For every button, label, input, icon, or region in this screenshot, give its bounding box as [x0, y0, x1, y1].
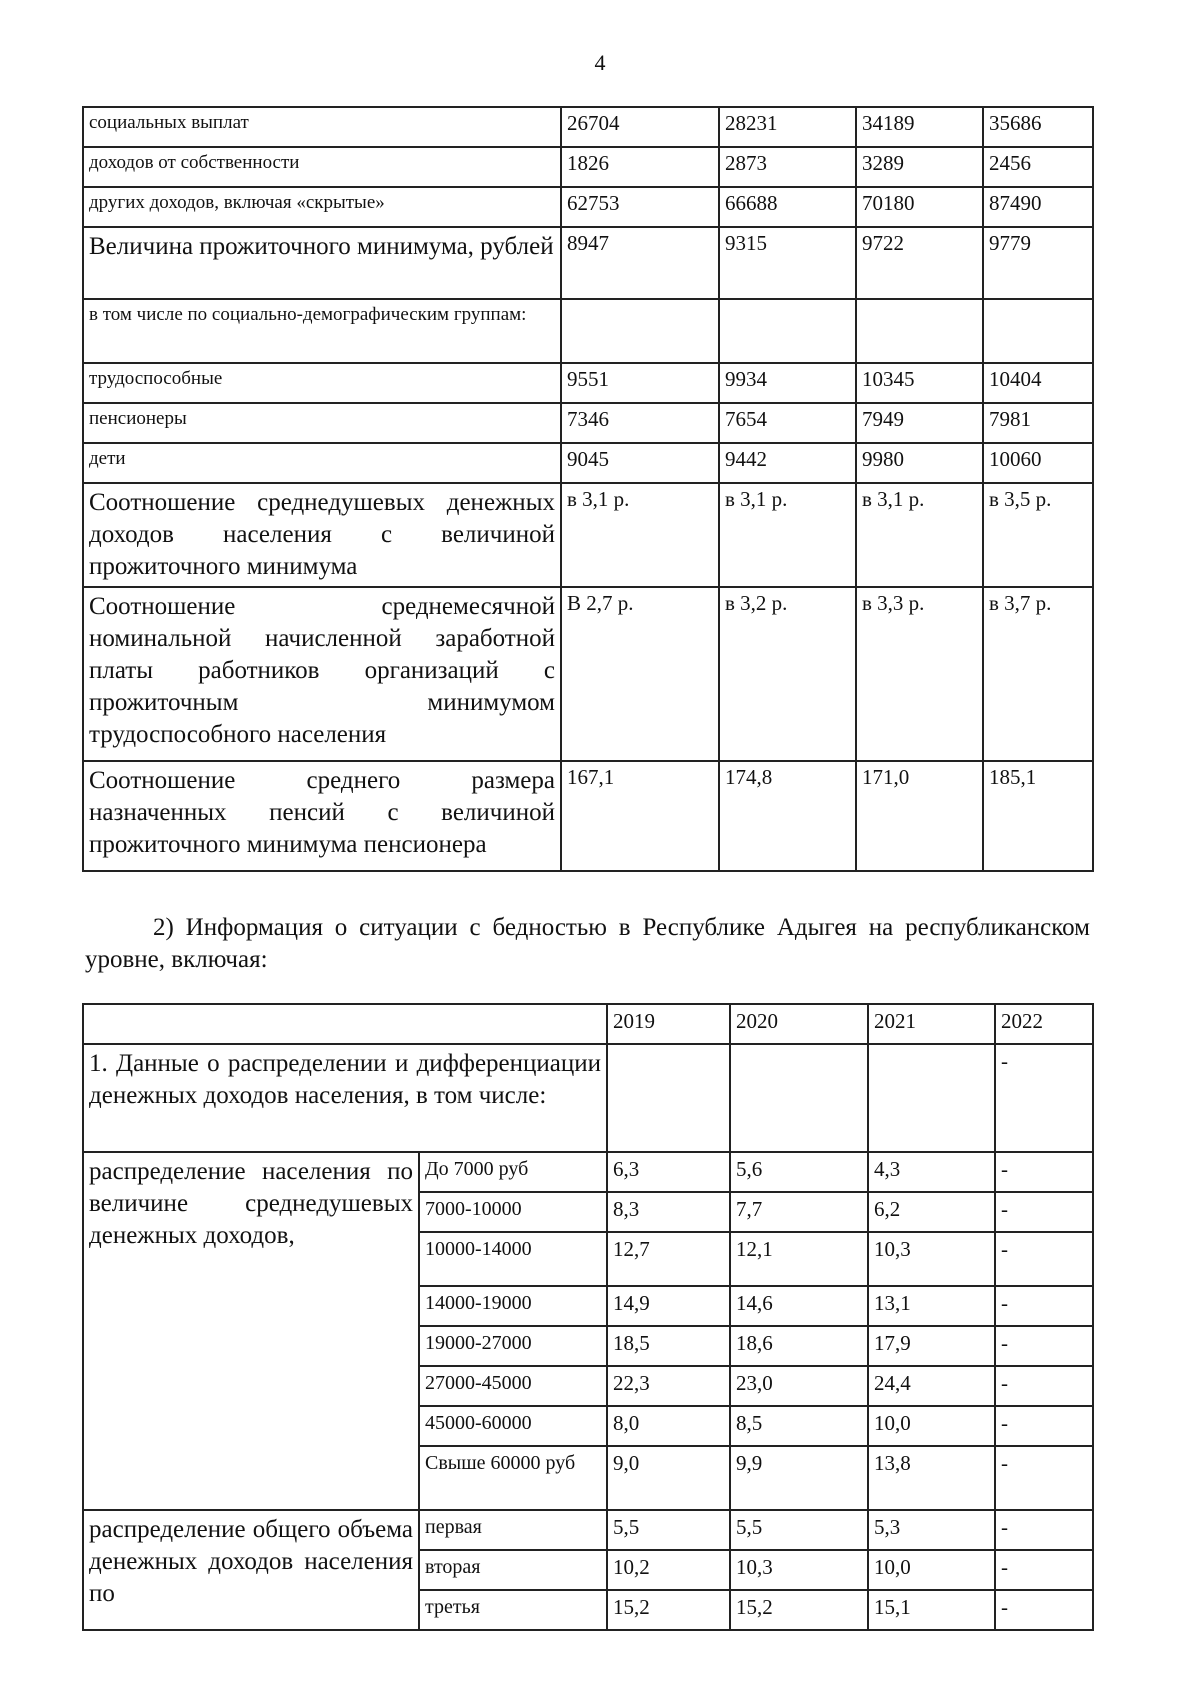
cell-value — [868, 1044, 995, 1152]
cell-value: 23,0 — [730, 1366, 868, 1406]
table-row — [83, 761, 1093, 871]
cell-value: 9980 — [856, 443, 983, 483]
section-row — [83, 1044, 1093, 1152]
table-row — [83, 587, 1093, 761]
cell-value: в 3,5 р. — [983, 483, 1093, 587]
cell-value: 9045 — [561, 443, 719, 483]
cell-value: в 3,3 р. — [856, 587, 983, 761]
cell-value: 15,2 — [607, 1590, 730, 1630]
paragraph-text: 2) Информация о ситуации с бедностью в Республике Адыгея на республиканском уровне, включая: — [85, 914, 1090, 973]
group-label: распределение общего объема денежных доходов населения по — [83, 1510, 419, 1630]
cell-value: 13,8 — [868, 1446, 995, 1510]
cell-value: 9551 — [561, 363, 719, 403]
cell-value: 12,7 — [607, 1232, 730, 1286]
table-row — [83, 227, 1093, 299]
range-label: До 7000 руб — [419, 1152, 607, 1192]
cell-value: 18,6 — [730, 1326, 868, 1366]
income-distribution-table — [82, 1003, 1094, 1631]
table-row — [83, 403, 1093, 443]
cell-value: 9442 — [719, 443, 856, 483]
range-label: 45000-60000 — [419, 1406, 607, 1446]
table-row — [83, 363, 1093, 403]
cell-value: в 3,1 р. — [561, 483, 719, 587]
range-label: 19000-27000 — [419, 1326, 607, 1366]
cell-value: 9,0 — [607, 1446, 730, 1510]
year-header: 2022 — [995, 1004, 1093, 1044]
cell-value: 10345 — [856, 363, 983, 403]
cell-value: 174,8 — [719, 761, 856, 871]
row-label: Величина прожиточного минимума, рублей — [83, 227, 561, 299]
cell-value: 9315 — [719, 227, 856, 299]
header-empty-cell — [83, 1004, 607, 1044]
cell-value: 9934 — [719, 363, 856, 403]
cell-value: в 3,1 р. — [719, 483, 856, 587]
cell-value: - — [995, 1192, 1093, 1232]
row-label: Соотношение среднедушевых денежных доходов населения с величиной прожиточного минимума — [83, 483, 561, 587]
cell-value: 62753 — [561, 187, 719, 227]
group-label: распределение населения по величине среднедушевых денежных доходов, — [83, 1152, 419, 1510]
cell-value: 7346 — [561, 403, 719, 443]
cell-value: - — [995, 1232, 1093, 1286]
cell-value: 24,4 — [868, 1366, 995, 1406]
cell-value: 18,5 — [607, 1326, 730, 1366]
cell-value: - — [995, 1044, 1093, 1152]
range-label: вторая — [419, 1550, 607, 1590]
cell-value: 8,0 — [607, 1406, 730, 1446]
cell-value: - — [995, 1152, 1093, 1192]
table-row — [83, 147, 1093, 187]
cell-value: 7981 — [983, 403, 1093, 443]
cell-value: 12,1 — [730, 1232, 868, 1286]
cell-value: 10,3 — [868, 1232, 995, 1286]
cell-value: 9,9 — [730, 1446, 868, 1510]
cell-value: 14,6 — [730, 1286, 868, 1326]
cell-value: - — [995, 1550, 1093, 1590]
cell-value: - — [995, 1590, 1093, 1630]
cell-value: 34189 — [856, 107, 983, 147]
cell-value — [719, 299, 856, 363]
cell-value: 70180 — [856, 187, 983, 227]
cell-value: 15,2 — [730, 1590, 868, 1630]
row-label: социальных выплат — [83, 107, 561, 147]
range-label: 7000-10000 — [419, 1192, 607, 1232]
table-row — [83, 187, 1093, 227]
cell-value: 10,0 — [868, 1406, 995, 1446]
cell-value: 6,3 — [607, 1152, 730, 1192]
cell-value: 17,9 — [868, 1326, 995, 1366]
range-label: третья — [419, 1590, 607, 1630]
cell-value: 5,5 — [730, 1510, 868, 1550]
year-header: 2019 — [607, 1004, 730, 1044]
cell-value: 7949 — [856, 403, 983, 443]
cell-value: 13,1 — [868, 1286, 995, 1326]
cell-value: 1826 — [561, 147, 719, 187]
cell-value: 185,1 — [983, 761, 1093, 871]
cell-value — [730, 1044, 868, 1152]
header-row — [83, 1004, 1093, 1044]
row-label: Соотношение среднемесячной номинальной начисленной заработной платы работников организаций с прожиточным минимумом трудоспособного населения — [83, 587, 561, 761]
section-label: 1. Данные о распределении и дифференциации денежных доходов населения, в том числе: — [83, 1044, 607, 1152]
cell-value: в 3,1 р. — [856, 483, 983, 587]
table-row — [83, 483, 1093, 587]
cell-value: - — [995, 1446, 1093, 1510]
row-label: доходов от собственности — [83, 147, 561, 187]
cell-value: 7654 — [719, 403, 856, 443]
cell-value: 4,3 — [868, 1152, 995, 1192]
range-label: Свыше 60000 руб — [419, 1446, 607, 1510]
range-label: первая — [419, 1510, 607, 1550]
cell-value: - — [995, 1406, 1093, 1446]
cell-value: 9779 — [983, 227, 1093, 299]
cell-value: - — [995, 1510, 1093, 1550]
cell-value — [607, 1044, 730, 1152]
cell-value: 7,7 — [730, 1192, 868, 1232]
cell-value: 14,9 — [607, 1286, 730, 1326]
cell-value: 66688 — [719, 187, 856, 227]
cell-value: 5,3 — [868, 1510, 995, 1550]
row-label: дети — [83, 443, 561, 483]
cell-value: 26704 — [561, 107, 719, 147]
table-row — [83, 1510, 1093, 1550]
row-label: пенсионеры — [83, 403, 561, 443]
cell-value: 2456 — [983, 147, 1093, 187]
cell-value: 3289 — [856, 147, 983, 187]
cell-value: 171,0 — [856, 761, 983, 871]
row-label: Соотношение среднего размера назначенных пенсий с величиной прожиточного минимума пенсионера — [83, 761, 561, 871]
table-row — [83, 299, 1093, 363]
cell-value: В 2,7 р. — [561, 587, 719, 761]
row-label: трудоспособные — [83, 363, 561, 403]
page-number: 4 — [594, 50, 606, 75]
year-header: 2020 — [730, 1004, 868, 1044]
table-row — [83, 1152, 1093, 1192]
cell-value — [561, 299, 719, 363]
cell-value: 28231 — [719, 107, 856, 147]
cell-value: 87490 — [983, 187, 1093, 227]
cell-value: в 3,2 р. — [719, 587, 856, 761]
cell-value: 8,3 — [607, 1192, 730, 1232]
range-label: 10000-14000 — [419, 1232, 607, 1286]
cell-value: 9722 — [856, 227, 983, 299]
cell-value: - — [995, 1286, 1093, 1326]
cell-value: в 3,7 р. — [983, 587, 1093, 761]
cell-value: 10,0 — [868, 1550, 995, 1590]
row-label: в том числе по социально-демографическим группам: — [83, 299, 561, 363]
cell-value: 10,2 — [607, 1550, 730, 1590]
cell-value: 2873 — [719, 147, 856, 187]
cell-value: 15,1 — [868, 1590, 995, 1630]
cell-value: 167,1 — [561, 761, 719, 871]
cell-value: 22,3 — [607, 1366, 730, 1406]
cell-value: 6,2 — [868, 1192, 995, 1232]
cell-value: 5,5 — [607, 1510, 730, 1550]
income-indicators-table — [82, 106, 1094, 872]
cell-value: 10,3 — [730, 1550, 868, 1590]
table-row — [83, 443, 1093, 483]
cell-value: 8947 — [561, 227, 719, 299]
cell-value: - — [995, 1326, 1093, 1366]
cell-value — [983, 299, 1093, 363]
year-header: 2021 — [868, 1004, 995, 1044]
cell-value: 5,6 — [730, 1152, 868, 1192]
poverty-info-paragraph — [85, 912, 1090, 976]
cell-value: 35686 — [983, 107, 1093, 147]
range-label: 27000-45000 — [419, 1366, 607, 1406]
cell-value — [856, 299, 983, 363]
cell-value: 10060 — [983, 443, 1093, 483]
range-label: 14000-19000 — [419, 1286, 607, 1326]
table-row — [83, 107, 1093, 147]
cell-value: 10404 — [983, 363, 1093, 403]
cell-value: - — [995, 1366, 1093, 1406]
row-label: других доходов, включая «скрытые» — [83, 187, 561, 227]
cell-value: 8,5 — [730, 1406, 868, 1446]
